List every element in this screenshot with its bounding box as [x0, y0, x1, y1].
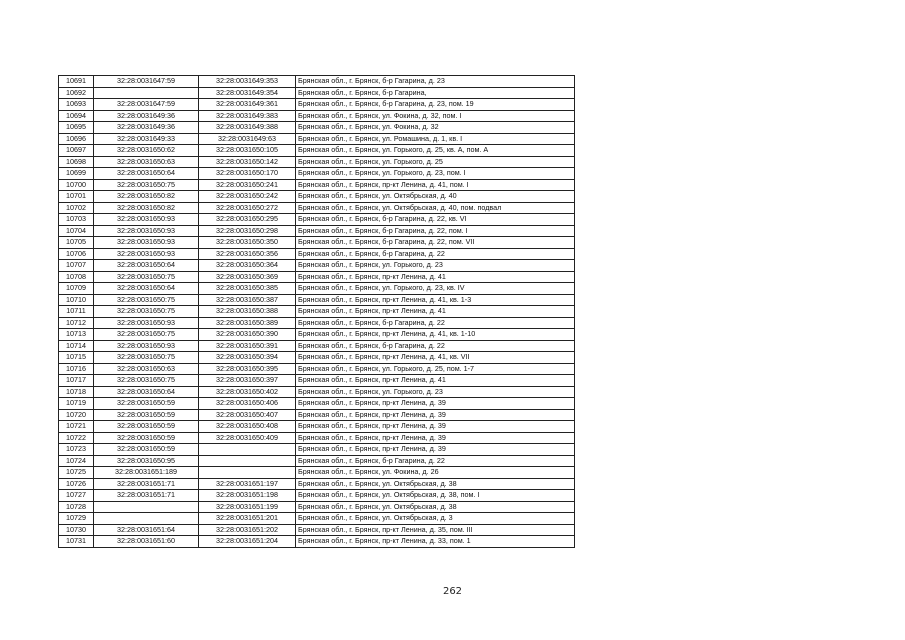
row-number-cell: 10725 — [59, 467, 94, 479]
parent-cadastral-cell — [94, 501, 199, 513]
table-row — [59, 329, 575, 341]
cadastral-number-cell: 32:28:0031651:204 — [199, 536, 296, 548]
address-cell: Брянская обл., г. Брянск, пр-кт Ленина, д. 41 — [296, 271, 575, 283]
row-number-cell: 10729 — [59, 513, 94, 525]
table-row — [59, 524, 575, 536]
table-row — [59, 409, 575, 421]
address-cell: Брянская обл., г. Брянск, пр-кт Ленина, д. 39 — [296, 432, 575, 444]
cadastral-number-cell: 32:28:0031651:197 — [199, 478, 296, 490]
parent-cadastral-cell: 32:28:0031650:75 — [94, 294, 199, 306]
cadastral-number-cell: 32:28:0031650:105 — [199, 145, 296, 157]
table-row — [59, 375, 575, 387]
table-row — [59, 444, 575, 456]
row-number-cell: 10723 — [59, 444, 94, 456]
table-row — [59, 363, 575, 375]
cadastral-number-cell: 32:28:0031649:63 — [199, 133, 296, 145]
registry-table-body — [59, 76, 575, 548]
parent-cadastral-cell: 32:28:0031650:93 — [94, 214, 199, 226]
parent-cadastral-cell: 32:28:0031650:93 — [94, 237, 199, 249]
address-cell: Брянская обл., г. Брянск, б-р Гагарина, д. 22, кв. VI — [296, 214, 575, 226]
cadastral-number-cell: 32:28:0031650:409 — [199, 432, 296, 444]
parent-cadastral-cell: 32:28:0031650:75 — [94, 352, 199, 364]
parent-cadastral-cell: 32:28:0031650:75 — [94, 179, 199, 191]
parent-cadastral-cell: 32:28:0031650:82 — [94, 202, 199, 214]
row-number-cell: 10715 — [59, 352, 94, 364]
table-row — [59, 352, 575, 364]
address-cell: Брянская обл., г. Брянск, пр-кт Ленина, д. 41, кв. 1-3 — [296, 294, 575, 306]
table-row — [59, 432, 575, 444]
address-cell: Брянская обл., г. Брянск, б-р Гагарина, д. 22 — [296, 455, 575, 467]
parent-cadastral-cell: 32:28:0031649:36 — [94, 122, 199, 134]
parent-cadastral-cell: 32:28:0031650:64 — [94, 283, 199, 295]
parent-cadastral-cell: 32:28:0031650:75 — [94, 271, 199, 283]
table-row — [59, 490, 575, 502]
parent-cadastral-cell: 32:28:0031650:82 — [94, 191, 199, 203]
cadastral-number-cell: 32:28:0031650:242 — [199, 191, 296, 203]
cadastral-number-cell: 32:28:0031650:391 — [199, 340, 296, 352]
table-row — [59, 225, 575, 237]
cadastral-number-cell: 32:28:0031650:364 — [199, 260, 296, 272]
row-number-cell: 10719 — [59, 398, 94, 410]
parent-cadastral-cell: 32:28:0031650:75 — [94, 306, 199, 318]
table-row — [59, 478, 575, 490]
address-cell: Брянская обл., г. Брянск, ул. Октябрьская, д. 40, пом. подвал — [296, 202, 575, 214]
row-number-cell: 10704 — [59, 225, 94, 237]
parent-cadastral-cell: 32:28:0031649:36 — [94, 110, 199, 122]
row-number-cell: 10702 — [59, 202, 94, 214]
address-cell: Брянская обл., г. Брянск, ул. Октябрьская, д. 38 — [296, 501, 575, 513]
cadastral-number-cell: 32:28:0031650:390 — [199, 329, 296, 341]
cadastral-number-cell: 32:28:0031650:369 — [199, 271, 296, 283]
parent-cadastral-cell: 32:28:0031651:189 — [94, 467, 199, 479]
parent-cadastral-cell: 32:28:0031650:63 — [94, 363, 199, 375]
table-row — [59, 248, 575, 260]
cadastral-number-cell: 32:28:0031650:388 — [199, 306, 296, 318]
page-number: 262 — [442, 586, 463, 597]
table-row — [59, 271, 575, 283]
table-row — [59, 536, 575, 548]
row-number-cell: 10716 — [59, 363, 94, 375]
parent-cadastral-cell: 32:28:0031650:59 — [94, 432, 199, 444]
parent-cadastral-cell: 32:28:0031650:64 — [94, 168, 199, 180]
cadastral-number-cell: 32:28:0031651:199 — [199, 501, 296, 513]
cadastral-number-cell: 32:28:0031650:387 — [199, 294, 296, 306]
address-cell: Брянская обл., г. Брянск, ул. Горького, д. 23, кв. IV — [296, 283, 575, 295]
address-cell: Брянская обл., г. Брянск, ул. Октябрьская, д. 40 — [296, 191, 575, 203]
parent-cadastral-cell: 32:28:0031650:75 — [94, 375, 199, 387]
cadastral-number-cell: 32:28:0031650:389 — [199, 317, 296, 329]
address-cell: Брянская обл., г. Брянск, пр-кт Ленина, д. 41 — [296, 306, 575, 318]
table-row — [59, 122, 575, 134]
address-cell: Брянская обл., г. Брянск, ул. Фокина, д. 32 — [296, 122, 575, 134]
row-number-cell: 10692 — [59, 87, 94, 99]
parent-cadastral-cell — [94, 87, 199, 99]
address-cell: Брянская обл., г. Брянск, пр-кт Ленина, д. 39 — [296, 398, 575, 410]
cadastral-number-cell: 32:28:0031650:350 — [199, 237, 296, 249]
table-row — [59, 386, 575, 398]
row-number-cell: 10714 — [59, 340, 94, 352]
cadastral-number-cell: 32:28:0031650:395 — [199, 363, 296, 375]
row-number-cell: 10698 — [59, 156, 94, 168]
parent-cadastral-cell: 32:28:0031650:59 — [94, 398, 199, 410]
row-number-cell: 10697 — [59, 145, 94, 157]
cadastral-number-cell: 32:28:0031650:397 — [199, 375, 296, 387]
address-cell: Брянская обл., г. Брянск, ул. Горького, д. 23, пом. I — [296, 168, 575, 180]
address-cell: Брянская обл., г. Брянск, б-р Гагарина, д. 23 — [296, 76, 575, 88]
table-row — [59, 133, 575, 145]
address-cell: Брянская обл., г. Брянск, ул. Октябрьская, д. 38, пом. I — [296, 490, 575, 502]
cadastral-number-cell: 32:28:0031650:298 — [199, 225, 296, 237]
table-row — [59, 202, 575, 214]
row-number-cell: 10721 — [59, 421, 94, 433]
parent-cadastral-cell: 32:28:0031650:95 — [94, 455, 199, 467]
row-number-cell: 10699 — [59, 168, 94, 180]
parent-cadastral-cell: 32:28:0031647:59 — [94, 76, 199, 88]
cadastral-number-cell: 32:28:0031650:142 — [199, 156, 296, 168]
row-number-cell: 10726 — [59, 478, 94, 490]
parent-cadastral-cell: 32:28:0031651:60 — [94, 536, 199, 548]
parent-cadastral-cell: 32:28:0031650:59 — [94, 421, 199, 433]
address-cell: Брянская обл., г. Брянск, б-р Гагарина, д. 22, пом. VII — [296, 237, 575, 249]
address-cell: Брянская обл., г. Брянск, пр-кт Ленина, д. 35, пом. III — [296, 524, 575, 536]
row-number-cell: 10703 — [59, 214, 94, 226]
row-number-cell: 10701 — [59, 191, 94, 203]
cadastral-number-cell: 32:28:0031650:402 — [199, 386, 296, 398]
address-cell: Брянская обл., г. Брянск, ул. Горького, д. 25 — [296, 156, 575, 168]
row-number-cell: 10694 — [59, 110, 94, 122]
parent-cadastral-cell: 32:28:0031650:64 — [94, 260, 199, 272]
address-cell: Брянская обл., г. Брянск, б-р Гагарина, д. 22 — [296, 248, 575, 260]
table-row — [59, 294, 575, 306]
address-cell: Брянская обл., г. Брянск, б-р Гагарина, д. 22 — [296, 317, 575, 329]
cadastral-number-cell: 32:28:0031650:385 — [199, 283, 296, 295]
table-row — [59, 501, 575, 513]
table-row — [59, 513, 575, 525]
address-cell: Брянская обл., г. Брянск, пр-кт Ленина, д. 41, кв. 1-10 — [296, 329, 575, 341]
parent-cadastral-cell: 32:28:0031647:59 — [94, 99, 199, 111]
row-number-cell: 10707 — [59, 260, 94, 272]
address-cell: Брянская обл., г. Брянск, пр-кт Ленина, д. 39 — [296, 444, 575, 456]
address-cell: Брянская обл., г. Брянск, пр-кт Ленина, д. 41, кв. VII — [296, 352, 575, 364]
table-row — [59, 191, 575, 203]
parent-cadastral-cell: 32:28:0031650:59 — [94, 409, 199, 421]
table-row — [59, 145, 575, 157]
address-cell: Брянская обл., г. Брянск, б-р Гагарина, — [296, 87, 575, 99]
parent-cadastral-cell: 32:28:0031650:75 — [94, 329, 199, 341]
registry-table — [58, 75, 575, 548]
row-number-cell: 10718 — [59, 386, 94, 398]
address-cell: Брянская обл., г. Брянск, пр-кт Ленина, д. 41, пом. I — [296, 179, 575, 191]
table-row — [59, 76, 575, 88]
cadastral-number-cell: 32:28:0031650:407 — [199, 409, 296, 421]
table-row — [59, 214, 575, 226]
address-cell: Брянская обл., г. Брянск, б-р Гагарина, д. 22, пом. I — [296, 225, 575, 237]
row-number-cell: 10724 — [59, 455, 94, 467]
table-row — [59, 467, 575, 479]
cadastral-number-cell — [199, 467, 296, 479]
table-row — [59, 398, 575, 410]
row-number-cell: 10730 — [59, 524, 94, 536]
address-cell: Брянская обл., г. Брянск, ул. Ромашина, д. 1, кв. I — [296, 133, 575, 145]
address-cell: Брянская обл., г. Брянск, ул. Фокина, д. 26 — [296, 467, 575, 479]
cadastral-number-cell: 32:28:0031649:353 — [199, 76, 296, 88]
row-number-cell: 10710 — [59, 294, 94, 306]
parent-cadastral-cell: 32:28:0031651:64 — [94, 524, 199, 536]
parent-cadastral-cell: 32:28:0031651:71 — [94, 478, 199, 490]
address-cell: Брянская обл., г. Брянск, ул. Октябрьская, д. 3 — [296, 513, 575, 525]
address-cell: Брянская обл., г. Брянск, пр-кт Ленина, д. 39 — [296, 409, 575, 421]
table-row — [59, 340, 575, 352]
table-row — [59, 283, 575, 295]
row-number-cell: 10731 — [59, 536, 94, 548]
parent-cadastral-cell: 32:28:0031650:93 — [94, 225, 199, 237]
cadastral-number-cell: 32:28:0031650:356 — [199, 248, 296, 260]
parent-cadastral-cell: 32:28:0031649:33 — [94, 133, 199, 145]
cadastral-number-cell: 32:28:0031650:394 — [199, 352, 296, 364]
row-number-cell: 10691 — [59, 76, 94, 88]
address-cell: Брянская обл., г. Брянск, ул. Фокина, д. 32, пом. I — [296, 110, 575, 122]
parent-cadastral-cell: 32:28:0031651:71 — [94, 490, 199, 502]
address-cell: Брянская обл., г. Брянск, ул. Горького, д. 23 — [296, 260, 575, 272]
row-number-cell: 10705 — [59, 237, 94, 249]
cadastral-number-cell: 32:28:0031651:202 — [199, 524, 296, 536]
parent-cadastral-cell: 32:28:0031650:93 — [94, 248, 199, 260]
row-number-cell: 10696 — [59, 133, 94, 145]
row-number-cell: 10712 — [59, 317, 94, 329]
row-number-cell: 10695 — [59, 122, 94, 134]
row-number-cell: 10713 — [59, 329, 94, 341]
row-number-cell: 10727 — [59, 490, 94, 502]
address-cell: Брянская обл., г. Брянск, пр-кт Ленина, д. 39 — [296, 421, 575, 433]
table-row — [59, 87, 575, 99]
address-cell: Брянская обл., г. Брянск, ул. Горького, д. 23 — [296, 386, 575, 398]
cadastral-number-cell: 32:28:0031649:361 — [199, 99, 296, 111]
table-row — [59, 455, 575, 467]
address-cell: Брянская обл., г. Брянск, ул. Горького, д. 25, пом. 1-7 — [296, 363, 575, 375]
address-cell: Брянская обл., г. Брянск, б-р Гагарина, д. 22 — [296, 340, 575, 352]
cadastral-number-cell — [199, 444, 296, 456]
address-cell: Брянская обл., г. Брянск, б-р Гагарина, д. 23, пом. 19 — [296, 99, 575, 111]
address-cell: Брянская обл., г. Брянск, ул. Горького, д. 25, кв. А, пом. А — [296, 145, 575, 157]
table-row — [59, 421, 575, 433]
address-cell: Брянская обл., г. Брянск, пр-кт Ленина, д. 41 — [296, 375, 575, 387]
address-cell: Брянская обл., г. Брянск, пр-кт Ленина, д. 33, пом. 1 — [296, 536, 575, 548]
table-row — [59, 156, 575, 168]
row-number-cell: 10717 — [59, 375, 94, 387]
row-number-cell: 10728 — [59, 501, 94, 513]
table-row — [59, 168, 575, 180]
cadastral-number-cell: 32:28:0031649:388 — [199, 122, 296, 134]
cadastral-number-cell: 32:28:0031650:272 — [199, 202, 296, 214]
row-number-cell: 10720 — [59, 409, 94, 421]
cadastral-number-cell: 32:28:0031650:408 — [199, 421, 296, 433]
row-number-cell: 10711 — [59, 306, 94, 318]
cadastral-number-cell: 32:28:0031650:295 — [199, 214, 296, 226]
cadastral-number-cell: 32:28:0031649:354 — [199, 87, 296, 99]
table-row — [59, 110, 575, 122]
row-number-cell: 10700 — [59, 179, 94, 191]
parent-cadastral-cell: 32:28:0031650:64 — [94, 386, 199, 398]
cadastral-number-cell: 32:28:0031651:201 — [199, 513, 296, 525]
address-cell: Брянская обл., г. Брянск, ул. Октябрьская, д. 38 — [296, 478, 575, 490]
cadastral-number-cell: 32:28:0031651:198 — [199, 490, 296, 502]
table-row — [59, 179, 575, 191]
parent-cadastral-cell: 32:28:0031650:62 — [94, 145, 199, 157]
row-number-cell: 10709 — [59, 283, 94, 295]
table-row — [59, 306, 575, 318]
table-row — [59, 99, 575, 111]
parent-cadastral-cell: 32:28:0031650:93 — [94, 340, 199, 352]
cadastral-number-cell: 32:28:0031650:406 — [199, 398, 296, 410]
cadastral-number-cell: 32:28:0031649:383 — [199, 110, 296, 122]
table-row — [59, 260, 575, 272]
row-number-cell: 10706 — [59, 248, 94, 260]
table-row — [59, 237, 575, 249]
parent-cadastral-cell — [94, 513, 199, 525]
cadastral-number-cell — [199, 455, 296, 467]
parent-cadastral-cell: 32:28:0031650:93 — [94, 317, 199, 329]
parent-cadastral-cell: 32:28:0031650:59 — [94, 444, 199, 456]
cadastral-number-cell: 32:28:0031650:241 — [199, 179, 296, 191]
row-number-cell: 10722 — [59, 432, 94, 444]
cadastral-number-cell: 32:28:0031650:170 — [199, 168, 296, 180]
parent-cadastral-cell: 32:28:0031650:63 — [94, 156, 199, 168]
row-number-cell: 10693 — [59, 99, 94, 111]
row-number-cell: 10708 — [59, 271, 94, 283]
table-row — [59, 317, 575, 329]
